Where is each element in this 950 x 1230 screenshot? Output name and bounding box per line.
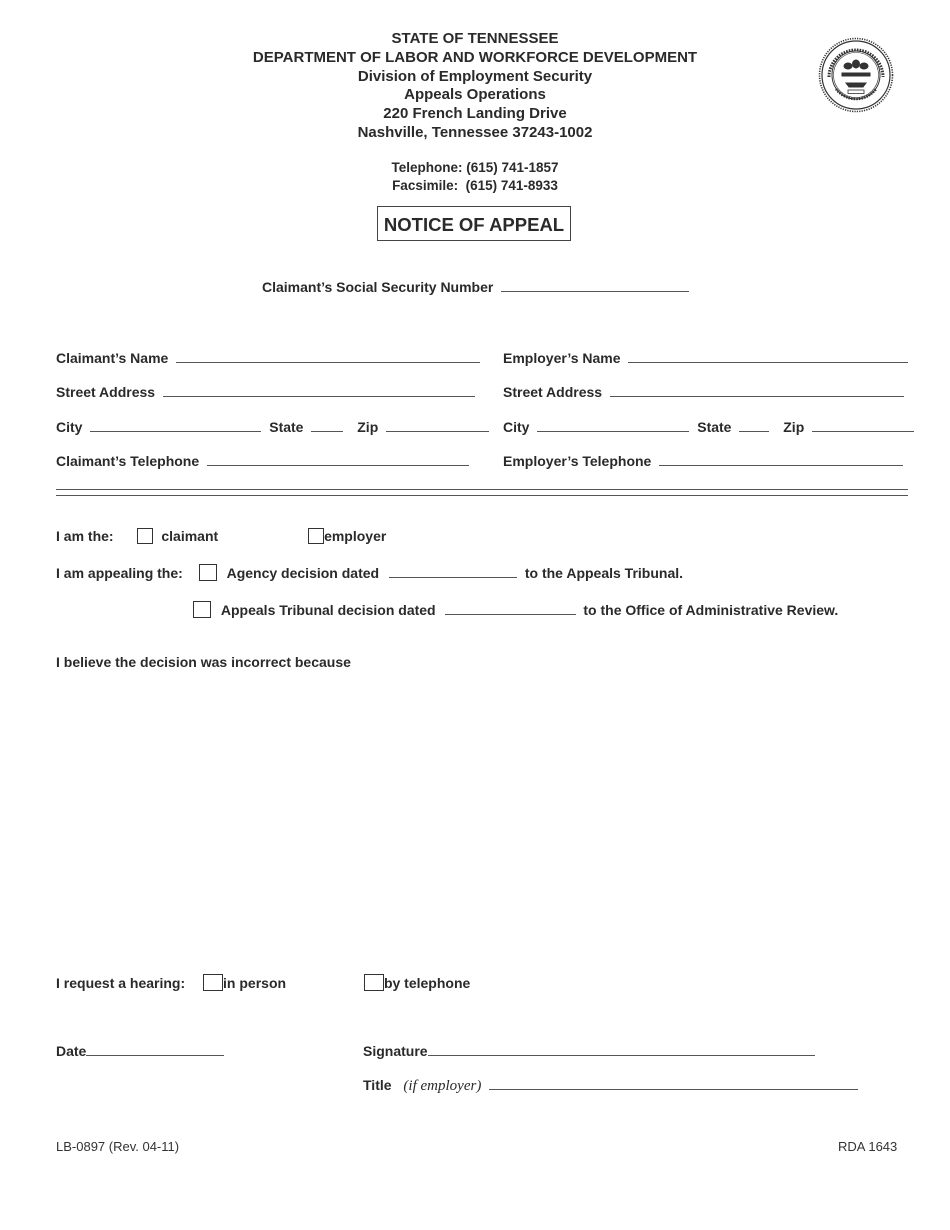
- title-input[interactable]: [489, 1076, 858, 1090]
- employer-street-input[interactable]: [610, 383, 904, 397]
- employer-state-input[interactable]: [739, 418, 769, 432]
- facsimile-line: Facsimile: (615) 741-8933: [392, 177, 558, 193]
- date-row: [56, 1042, 224, 1060]
- telephone-line: Telephone: (615) 741-1857: [391, 160, 559, 175]
- claimant-checkbox[interactable]: [137, 528, 153, 544]
- claimant-zip-input[interactable]: [386, 418, 489, 432]
- employer-street-row: [503, 383, 904, 401]
- claimant-telephone-label: Claimant’s Telephone: [56, 453, 200, 469]
- claimant-telephone-row: [56, 452, 469, 470]
- agency-decision-checkbox[interactable]: [199, 564, 217, 581]
- rda-code: RDA 1643: [838, 1139, 898, 1154]
- tribunal-decision-checkbox[interactable]: [193, 601, 211, 618]
- claimant-street-input[interactable]: [163, 383, 475, 397]
- employer-zip-input[interactable]: [812, 418, 914, 432]
- claimant-name-label: Claimant’s Name: [56, 350, 169, 366]
- hearing-label: I request a hearing:: [56, 975, 186, 991]
- title-note: (if employer): [403, 1078, 482, 1094]
- claimant-street-label: Street Address: [56, 384, 156, 400]
- employer-state-label: State: [697, 419, 732, 435]
- ssn-label: Claimant’s Social Security Number: [262, 279, 494, 295]
- in-person-checkbox[interactable]: [203, 974, 223, 991]
- header-line: 220 French Landing Drive: [383, 105, 567, 123]
- agency-appeal-row: [56, 564, 683, 582]
- claimant-name-row: [56, 349, 480, 367]
- date-label: Date: [56, 1043, 87, 1059]
- tribunal-appeal-row: [193, 601, 838, 619]
- header-line: STATE OF TENNESSEE: [391, 30, 559, 47]
- employer-name-row: [503, 349, 908, 367]
- claimant-state-input[interactable]: [311, 418, 343, 432]
- tribunal-decision-suffix: to the Office of Administrative Review.: [583, 602, 839, 618]
- claimant-city-label: City: [56, 419, 83, 435]
- employer-street-label: Street Address: [503, 384, 603, 400]
- agency-decision-date-input[interactable]: [389, 564, 517, 578]
- role-row: [56, 527, 386, 545]
- appeal-label: I am appealing the:: [56, 565, 183, 581]
- contact-info: [300, 159, 650, 194]
- ssn-row: [262, 278, 689, 296]
- tribunal-decision-date-input[interactable]: [445, 601, 576, 615]
- employer-name-label: Employer’s Name: [503, 350, 621, 366]
- claimant-zip-label: Zip: [357, 419, 379, 435]
- reason-label: I believe the decision was incorrect because: [56, 654, 351, 670]
- employer-telephone-row: [503, 452, 903, 470]
- header-line: Nashville, Tennessee 37243-1002: [357, 123, 593, 141]
- agency-decision-suffix: to the Appeals Tribunal.: [524, 565, 684, 581]
- employer-telephone-label: Employer’s Telephone: [503, 453, 652, 469]
- section-divider: [56, 489, 908, 490]
- employer-telephone-input[interactable]: [659, 452, 903, 466]
- claimant-state-label: State: [269, 419, 304, 435]
- hearing-row: [56, 974, 470, 992]
- title-row: [363, 1076, 858, 1095]
- claimant-city-row: [56, 418, 489, 436]
- employer-zip-label: Zip: [783, 419, 805, 435]
- by-telephone-label: by telephone: [383, 975, 471, 991]
- signature-input[interactable]: [428, 1042, 815, 1056]
- reason-text-area[interactable]: [56, 680, 908, 950]
- tribunal-decision-text: Appeals Tribunal decision dated: [220, 602, 436, 618]
- form-title: NOTICE OF APPEAL: [377, 206, 571, 241]
- ssn-input[interactable]: [501, 278, 689, 292]
- claimant-city-input[interactable]: [90, 418, 261, 432]
- signature-row: [363, 1042, 815, 1060]
- signature-label: Signature: [363, 1043, 428, 1059]
- header-line: Appeals Operations: [404, 86, 546, 104]
- header-line: Division of Employment Security: [357, 67, 593, 85]
- agency-decision-text: Agency decision dated: [226, 565, 380, 581]
- in-person-label: in person: [223, 975, 287, 991]
- employer-city-row: [503, 418, 914, 436]
- header-line: DEPARTMENT OF LABOR AND WORKFORCE DEVELOPMENT: [252, 48, 698, 66]
- form-number: LB-0897 (Rev. 04-11): [56, 1139, 180, 1154]
- claimant-street-row: [56, 383, 475, 401]
- claimant-option-label: claimant: [161, 528, 219, 544]
- section-divider: [56, 495, 908, 496]
- employer-checkbox[interactable]: [308, 528, 324, 544]
- employer-name-input[interactable]: [628, 349, 908, 363]
- date-input[interactable]: [86, 1042, 224, 1056]
- role-label: I am the:: [56, 528, 114, 544]
- agency-header: [200, 30, 750, 143]
- state-seal-icon: [818, 37, 894, 113]
- employer-city-label: City: [503, 419, 530, 435]
- claimant-telephone-input[interactable]: [207, 452, 469, 466]
- title-label: Title: [363, 1077, 392, 1093]
- employer-city-input[interactable]: [537, 418, 689, 432]
- by-telephone-checkbox[interactable]: [364, 974, 384, 991]
- claimant-name-input[interactable]: [176, 349, 480, 363]
- employer-option-label: employer: [324, 528, 387, 544]
